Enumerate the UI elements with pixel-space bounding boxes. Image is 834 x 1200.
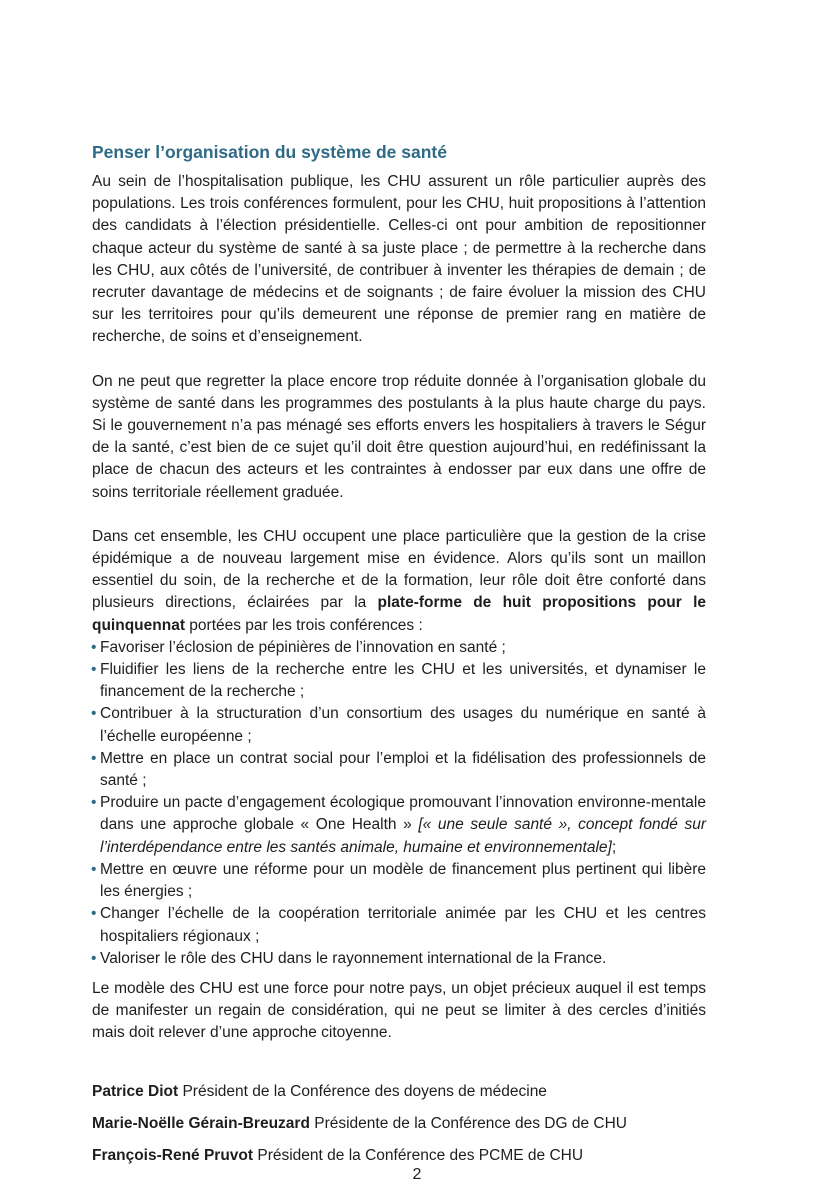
list-item (92, 859, 706, 903)
bullet-icon: • (91, 749, 97, 767)
list-item (92, 703, 706, 747)
paragraph-intro: Au sein de l’hospitalisation publique, les CHU assurent un rôle particulier auprès des populations. Les trois conférences formulent, pour les CHU, huit propositions à l’attention des candidats à l’élection présidentielle. Celles-ci ont pour ambition de repositionner chaque acteur du système de santé à sa juste place ; de permettre à la recherche dans les CHU, aux côtés de l’université, de contribuer à inventer les thérapies de demain ; de recruter davantage de médecins et de soignants ; de faire évoluer la mission des CHU sur les territoires pour qu’ils demeurent une réponse de premier rang en matière de recherche, de soins et d’enseignement. (92, 173, 706, 346)
signature-line (92, 1113, 706, 1135)
list-item (92, 792, 706, 859)
list-item-text: Mettre en œuvre une réforme pour un modèle de financement plus pertinent qui libère les énergies ; (100, 860, 706, 901)
signatory-role: Président de la Conférence des doyens de médecine (178, 1082, 547, 1100)
paragraph-platform (92, 526, 706, 637)
signature-line (92, 1145, 706, 1167)
signatory-name: Patrice Diot (92, 1082, 179, 1100)
list-item-text: Mettre en place un contrat social pour l’emploi et la fidélisation des professionnels de santé ; (100, 749, 706, 790)
list-item-text: Changer l’échelle de la coopération territoriale animée par les CHU et les centres hospitaliers régionaux ; (100, 905, 706, 945)
platform-highlight: plate-forme de huit propositions pour le quinquennat (92, 594, 706, 634)
page-number: 2 (412, 1166, 422, 1183)
bullet-icon: • (91, 949, 97, 967)
list-item (92, 903, 706, 947)
bullet-icon: • (91, 638, 97, 656)
paragraph-platform-end: portées par les trois conférences : (185, 616, 423, 634)
signatory-role: Président de la Conférence des PCME de CHU (253, 1146, 584, 1164)
bullet-icon: • (91, 705, 97, 723)
signatory-role: Présidente de la Conférence des DG de CHU (309, 1114, 627, 1132)
signatory-name: François-René Pruvot (92, 1146, 254, 1164)
list-item-text: Contribuer à la structuration d’un consortium des usages du numérique en santé à l’échelle européenne ; (100, 705, 706, 745)
list-item (92, 637, 706, 659)
list-item (92, 748, 706, 792)
bullet-icon: • (91, 794, 97, 812)
signature-line (92, 1081, 706, 1103)
list-item-text: Fluidifier les liens de la recherche entre les CHU et les universités, et dynamiser le financement de la recherche ; (100, 661, 706, 701)
list-item-text: Favoriser l’éclosion de pépinières de l’innovation en santé ; (100, 638, 506, 656)
signatory-name: Marie-Noëlle Gérain-Breuzard (92, 1114, 310, 1132)
bullet-icon: • (91, 661, 97, 679)
list-item-italic-note: [« une seule santé », concept fondé sur l’interdépendance entre les santés animale, humaine et environnementale] (100, 816, 706, 856)
bullet-icon: • (91, 905, 97, 923)
list-item (92, 948, 706, 970)
paragraph-platform-start: Dans cet ensemble, les CHU occupent une place particulière que la gestion de la crise épidémique a de nouveau largement mise en évidence. Alors qu’ils sont un maillon essentiel du soin, de la recherche et de la formation, leur rôle doit être conforté dans plusieurs directions, éclairées par la (92, 527, 706, 612)
list-item-end: ; (611, 838, 617, 856)
list-item-text: Produire un pacte d’engagement écologique promouvant l’innovation environne-mentale dans une approche globale « One Health » (100, 794, 706, 834)
document-page (92, 140, 706, 1177)
paragraph-conclusion: Le modèle des CHU est une force pour notre pays, un objet précieux auquel il est temps de manifester un regain de considération, qui ne peut se limiter à des cercles d’initiés mais doit relever d’une approche citoyenne. (92, 979, 706, 1042)
section-heading: Penser l’organisation du système de santé (92, 142, 447, 162)
list-item-text: Valoriser le rôle des CHU dans le rayonnement international de la France. (100, 949, 607, 967)
signatures-block (92, 1081, 706, 1167)
list-item (92, 659, 706, 703)
proposals-list (92, 637, 706, 970)
paragraph-context: On ne peut que regretter la place encore trop réduite donnée à l’organisation globale du système de santé dans les programmes des postulants à la plus haute charge du pays. Si le gouvernement n’a pas ménagé ses efforts envers les hospitaliers à travers le Ségur de la santé, c’est bien de ce sujet qu’il doit être question aujourd’hui, en redéfinissant la place de chacun des acteurs et les contraintes à endosser par eux dans une offre de soins territoriale réellement graduée. (92, 372, 706, 501)
bullet-icon: • (91, 860, 97, 878)
